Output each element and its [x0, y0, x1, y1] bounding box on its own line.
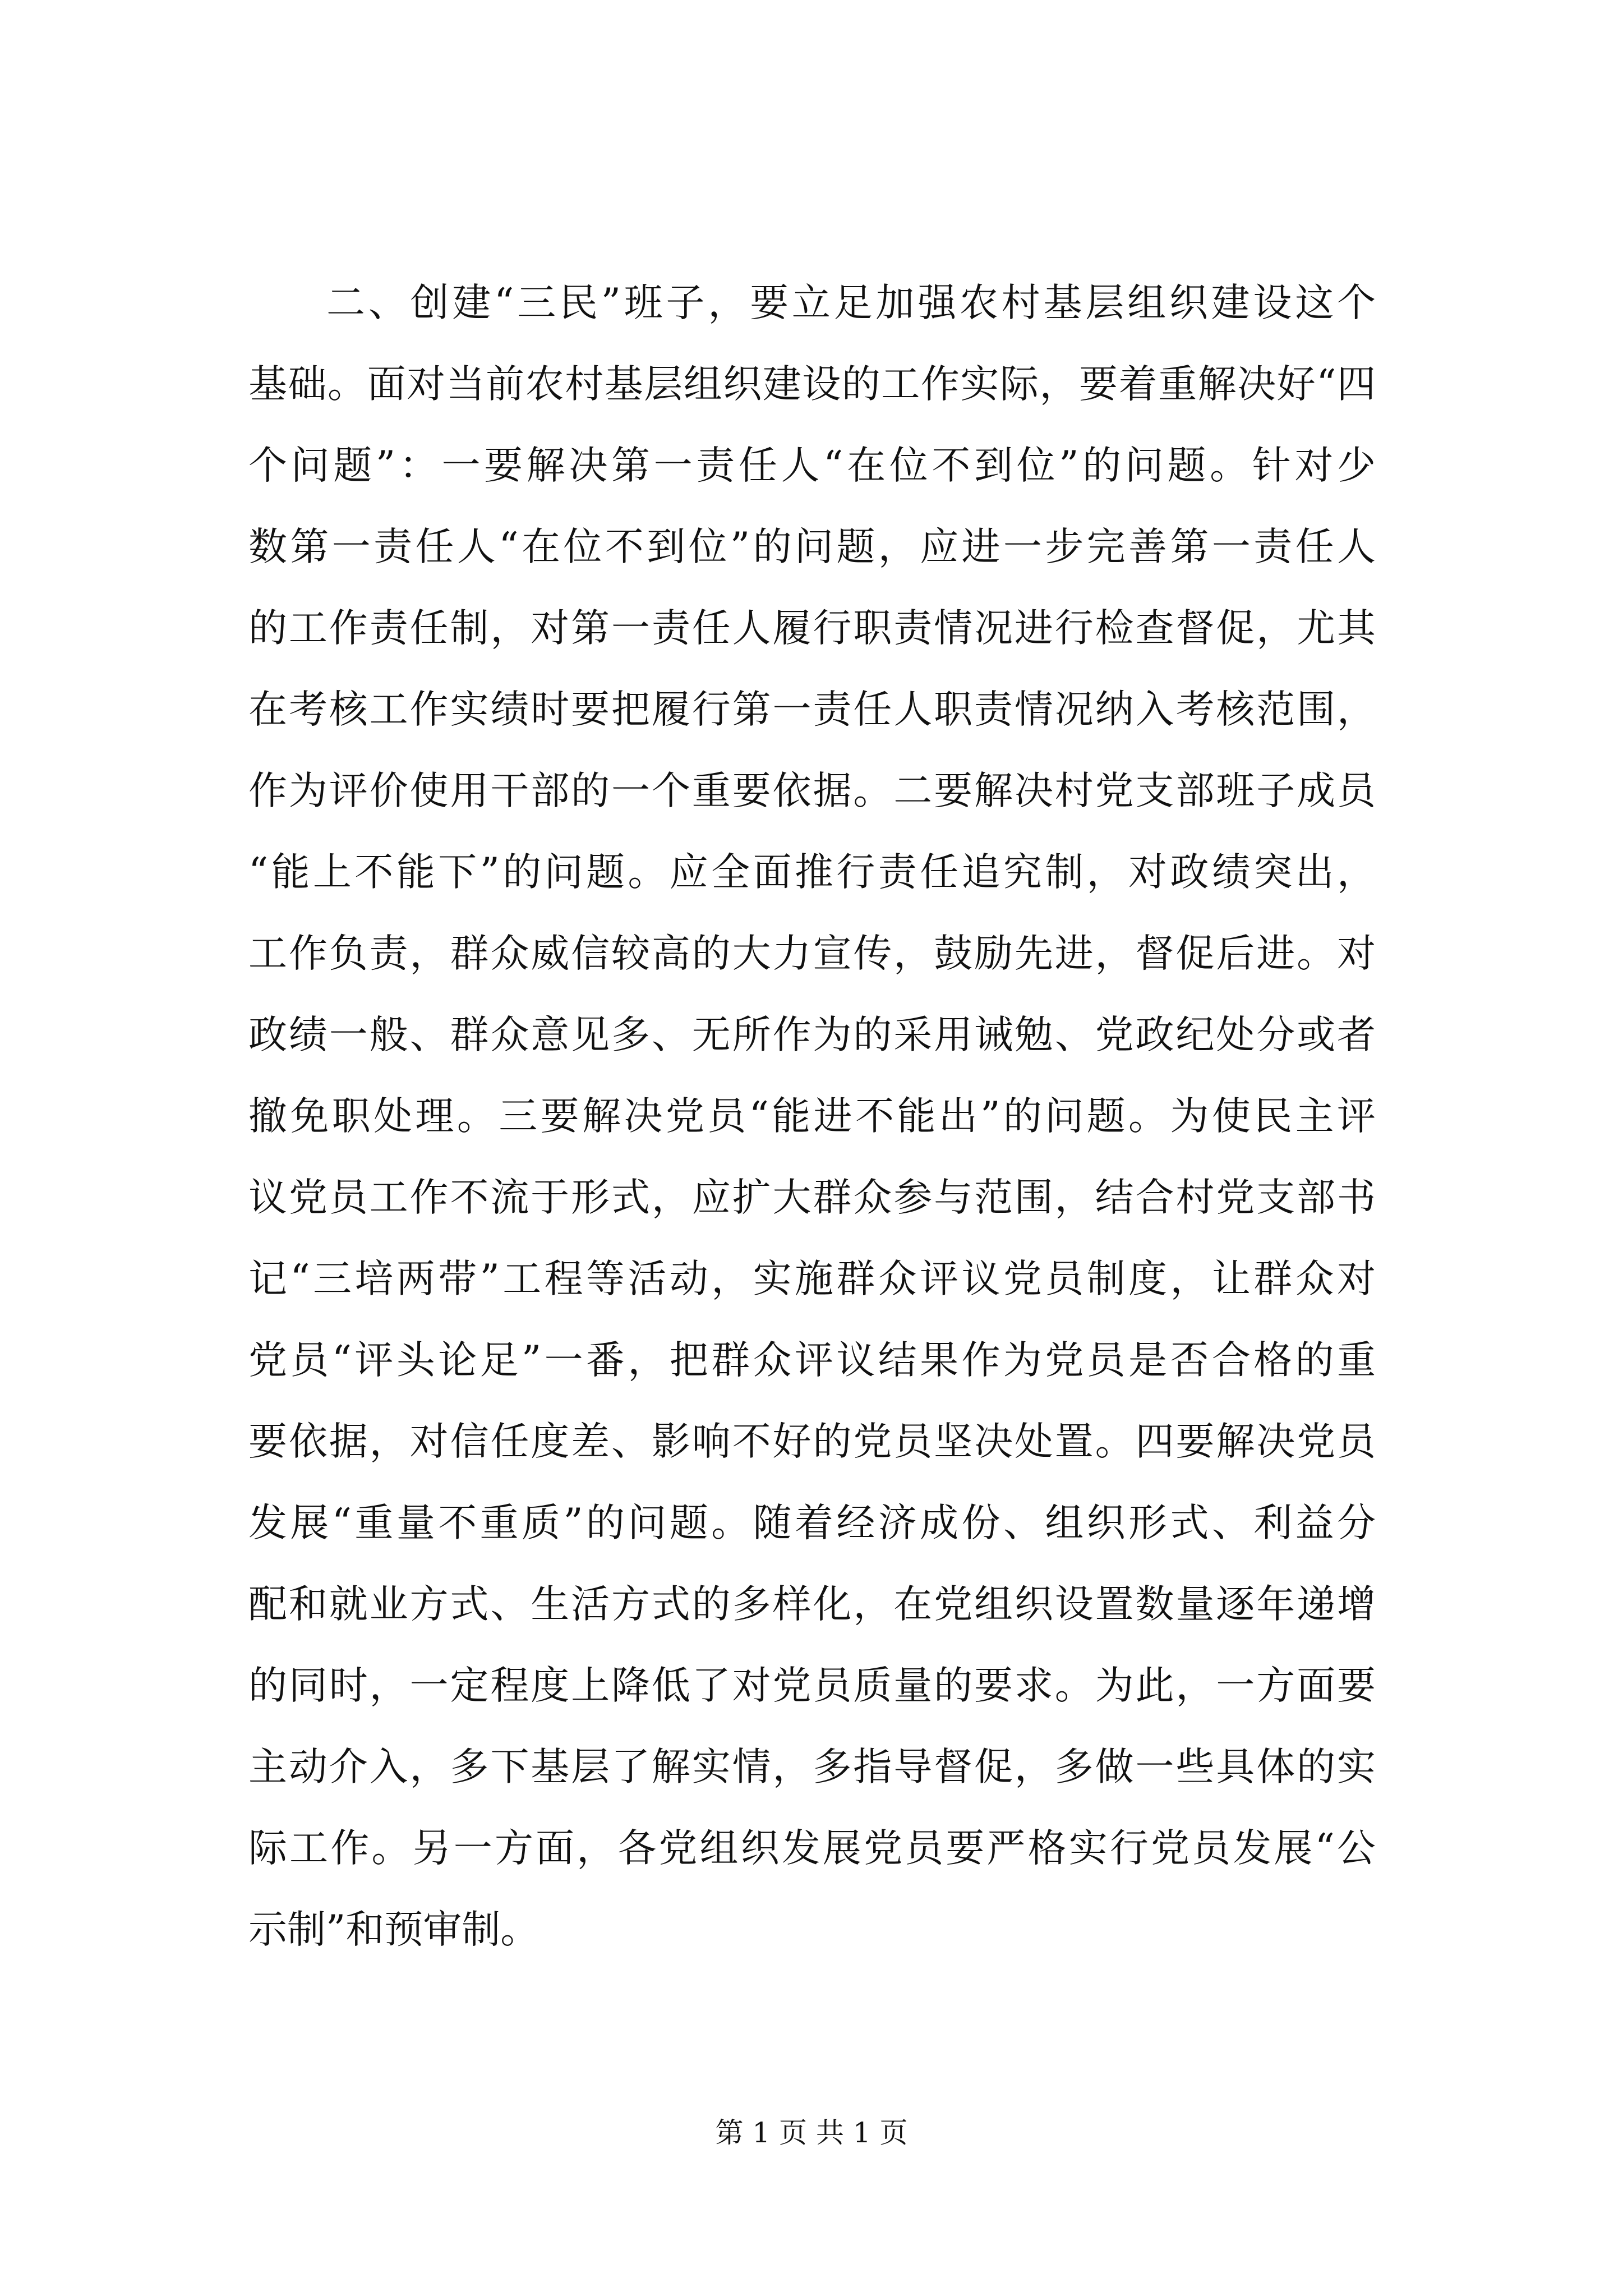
paragraph-line: 撤免职处理。三要解决党员“能进不能出”的问题。为使民主评 [248, 1094, 1376, 1139]
paragraph-line: 的工作责任制，对第一责任人履行职责情况进行检查督促，尤其 [248, 606, 1376, 651]
paragraph-line: 个问题”：一要解决第一责任人“在位不到位”的问题。针对少 [248, 443, 1376, 488]
paragraph-line: 数第一责任人“在位不到位”的问题，应进一步完善第一责任人 [248, 524, 1376, 569]
paragraph-line: 党员“评头论足”一番，把群众评议结果作为党员是否合格的重 [248, 1338, 1376, 1383]
paragraph-line: 发展“重量不重质”的问题。随着经济成份、组织形式、利益分 [248, 1501, 1376, 1545]
paragraph-line: 基础。面对当前农村基层组织建设的工作实际，要着重解决好“四 [248, 362, 1376, 407]
paragraph-line: 工作负责，群众威信较高的大力宣传，鼓励先进，督促后进。对 [248, 931, 1376, 976]
paragraph-line: 的同时，一定程度上降低了对党员质量的要求。为此，一方面要 [248, 1663, 1376, 1708]
paragraph-line: 示制”和预审制。 [248, 1907, 540, 1952]
paragraph-line: 际工作。另一方面，各党组织发展党员要严格实行党员发展“公 [248, 1826, 1376, 1871]
paragraph-line: 要依据，对信任度差、影响不好的党员坚决处置。四要解决党员 [248, 1419, 1376, 1464]
paragraph-line: 主动介入，多下基层了解实情，多指导督促，多做一些具体的实 [248, 1745, 1376, 1789]
paragraph-line: 二、创建“三民”班子，要立足加强农村基层组织建设这个 [326, 280, 1376, 325]
paragraph-line: 记“三培两带”工程等活动，实施群众评议党员制度，让群众对 [248, 1257, 1376, 1301]
paragraph-line: 在考核工作实绩时要把履行第一责任人职责情况纳入考核范围， [248, 687, 1376, 732]
paragraph-line: 配和就业方式、生活方式的多样化，在党组织设置数量逐年递增 [248, 1582, 1376, 1627]
page-footer: 第 1 页 共 1 页 [715, 2116, 908, 2149]
body-paragraph [248, 263, 1376, 1971]
paragraph-line: 议党员工作不流于形式，应扩大群众参与范围，结合村党支部书 [248, 1175, 1376, 1220]
paragraph-line: 政绩一般、群众意见多、无所作为的采用诫勉、党政纪处分或者 [248, 1013, 1376, 1057]
paragraph-line: 作为评价使用干部的一个重要依据。二要解决村党支部班子成员 [248, 769, 1376, 813]
paragraph-line: “能上不能下”的问题。应全面推行责任追究制，对政绩突出， [248, 850, 1376, 895]
